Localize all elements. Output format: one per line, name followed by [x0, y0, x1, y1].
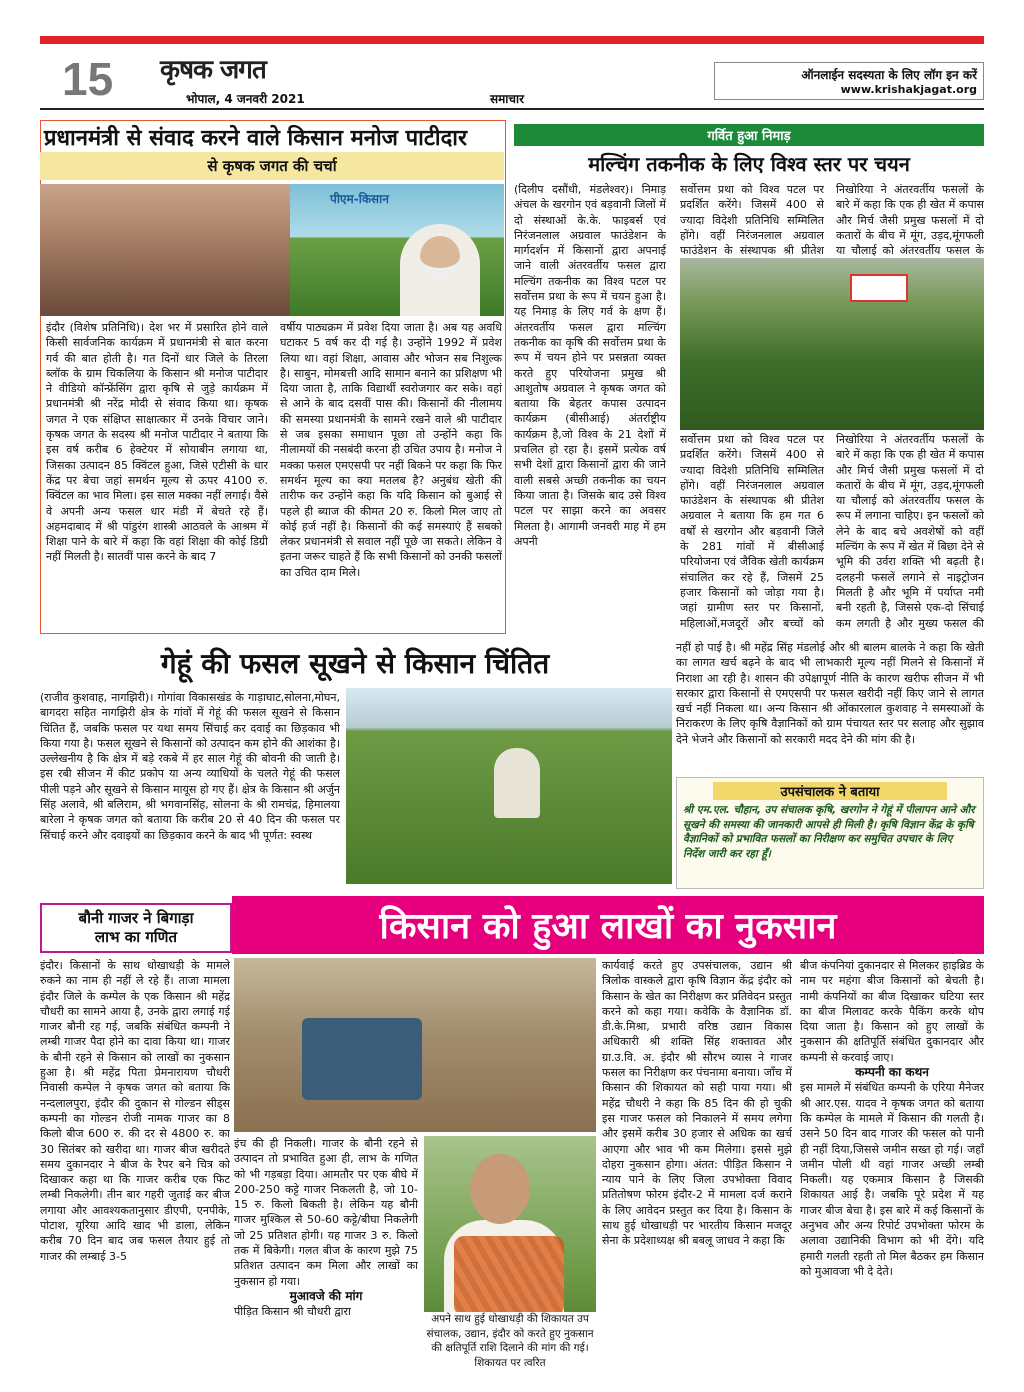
story4-headline: किसान को हुआ लाखों का नुकसान: [232, 896, 984, 954]
story2-band: गर्वित हुआ निमाड़: [514, 124, 984, 146]
kicker-line1: बौनी गाजर ने बिगाड़ा: [78, 909, 194, 927]
screen-banner-text: पीएम-किसान: [330, 192, 389, 206]
story4-photo-caption: अपने साथ हुई धोखाधड़ी की शिकायत उप संचालक, उद्यान, इंदौर को करते हुए नुकसान की क्षतिपूर्ति राशि दिलाने की मांग की गई। शिकायत पर त्वरित: [424, 1312, 596, 1380]
compensation-subhead: मुआवजे की मांग: [289, 1288, 363, 1303]
box-body: श्री एम.एल. चौहान, उप संचालक कृषि, खरगोन ने गेहूं में पीलापन आने और सूखने की समस्या की जानकारी आपसे ही मिली है। कृषि विज्ञान केंद्र के कृषि वैज्ञानिकों को प्रभावित फसलों का निरीक्षण कर समुचित उपचार के लिए निर्देश जारी कर रहा हूँ।: [683, 804, 975, 860]
online-subscription-box[interactable]: [714, 62, 984, 100]
logo-text: कृषक जगत: [160, 55, 266, 85]
story3-col1: (राजीव कुशवाह, नागझिरी)। गोगांवा विकासखंड के गाड़ाघाट,सोलना,मोघन, बागदरा सहित नागझिरी क्षेत्र के गांवों में गेहूं की फसल सूखने से किसान चिंतित हैं, जबकि फसल पर यथा समय सिंचाई कर दवाई का छिड़काव भी किया गया है। फसल सूखने से किसानों को उत्पादन कम होने की आशंका है। उल्लेखनीय है कि क्षेत्र में बड़े रकबे में हर साल गेहूं की बोवनी की जाती है। इस रबी सीजन में कीट प्रकोप या अन्य व्याधियों के चलते गेहूं की फसल पीली पड़ने और सूखने से किसान मायूस हो गए हैं। क्षेत्र के किसान श्री अर्जुन सिंह अलावे, श्री बलिराम, श्री भगवानसिंह, सोलना के श्री रामचंद्र, हिमालया बारेला ने कृषक जगत को बताया कि करीब 20 से 40 दिन की फसल पर सिंचाई करने और दवाइयों का छिड़काव करने के बाद भी पूर्णत: स्वस्थ: [40, 691, 340, 842]
box-title: उपसंचालक ने बताया: [713, 782, 947, 800]
story2-col3b: [836, 432, 984, 630]
story4-col4-block: [800, 958, 984, 1378]
company-subhead: कम्पनी का कथन: [855, 1065, 929, 1080]
story1-subhead: से कृषक जगत की चर्चा: [40, 152, 504, 180]
story2-field-photo: [680, 258, 984, 430]
website-link[interactable]: www.krishakjagat.org: [840, 83, 977, 96]
story3-headline: गेहूं की फसल सूखने से किसान चिंतित: [160, 647, 550, 680]
story4-col2: इंच की ही निकली। गाजर के बौनी रहने से उत्पादन तो प्रभावित हुआ ही, लाभ के गणित को भी गड़बड़ा दिया। आमतौर पर एक बीघे में 200-250 कट्टे गाजर निकलती है, जो 10-15 रु. किलो बिकती है। लेकिन यह बौनी गाजर मुश्किल से 50-60 कट्टे/बीघा निकलेगी जो 25 प्रतिशत होगी। यह गाजर 3 रु. किलो तक में बिकेगी। गलत बीज के कारण मुझे 75 प्रतिशत उत्पादन कम मिला और लाखों का नुकसान हो गया।: [234, 1137, 418, 1288]
story1-photo: [40, 184, 504, 316]
farmer-figure: [494, 748, 540, 818]
story1-headline: प्रधानमंत्री से संवाद करने वाले किसान मनोज पाटीदार: [44, 125, 467, 151]
top-red-rule: [40, 36, 984, 44]
story3-wheat-photo: [346, 688, 672, 884]
story4-kicker: [40, 903, 232, 953]
pm-face: [420, 236, 460, 278]
story2-col1: (दिलीप दसौंधी, मंडलेश्वर)। निमाड़ अंचल के खरगोन एवं बड़वानी जिलों में दो संस्थाओं के.के. फाइबर्स एवं निरंजनलाल अग्रवाल फाउंडेशन के मार्गदर्शन में किसानों द्वारा अपनाई जाने वाली अंतरवर्तीय फसल द्वारा मल्चिंग तकनीक का विश्व पटल पर सर्वोत्तम प्रथा के रूप में चयन हुआ है। यह निमाड़ के लिए गर्व के क्षण हैं। अंतरवर्तीय फसल द्वारा मल्चिंग तकनीक का कृषि की सर्वोत्तम प्रथा के रूप में चयन होने पर प्रसन्नता व्यक्त करते हुए परियोजना प्रमुख श्री आशुतोष अग्रवाल ने कृषक जगत को बताया कि बेहतर कपास उत्पादन कार्यक्रम (बीसीआई) अंतर्राष्ट्रीय कार्यक्रम है,जो विश्व के 21 देशों में प्रचलित हो रहा है। इसमें प्रत्येक वर्ष सभी देशों द्वारा किसानों द्वारा की जाने वाली सबसे अच्छी तकनीक का चयन किया जाता है। जिसके बाद उसे विश्व पटल पर साझा करने का अवसर मिलता है। आगामी जनवरी माह में हम अपनी: [514, 183, 666, 548]
story1-col2: वर्षीय पाठ्यक्रम में प्रवेश दिया जाता है। अब यह अवधि घटाकर 5 वर्ष कर दी गई है। उन्होंने 1992 में प्रवेश लिया था। वहां शिक्षा, आवास और भोजन सब निशुल्क है। साबुन, मोमबत्ती आदि सामान बनाने का प्रशिक्षण भी दिया जाता है, ताकि विद्यार्थी स्वरोजगार कर सके। वहां से आने के बाद दसवीं पास की। किसानों की नीलामय की समस्या प्रधानमंत्री के सामने रखने वाले श्री पाटीदार से जब इसका समाधान पूछा तो उन्होंने कहा कि नीलामयों की नसबंदी करना ही उचित उपाय है। मनोज ने मक्का फसल एमएसपी पर नहीं बिकने पर कहा कि फिर समर्थन मूल्य का क्या मतलब है? अनुबंध खेती की तारीफ कर उन्होंने कहा कि यदि किसान को बुआई से पहले ही ब्याज की कीमत 20 रु. किलो मिल जाए तो कोई हर्ज नहीं है। किसानों की कई समस्याएं हैं सबको लेकर प्रधानमंत्री से सवाल नहीं पूछे जा सकते। लेकिन वे इतना जरूर चाहते हैं कि सभी किसानों को उनकी फसलों का उचित दाम मिले।: [280, 321, 502, 579]
story1-col1: इंदौर (विशेष प्रतिनिधि)। देश भर में प्रसारित होने वाले किसी सार्वजनिक कार्यक्रम में प्रधानमंत्री से बात करना गर्व की बात होती है। गत दिनों धार जिले के तिरला ब्लॉक के ग्राम चिकलिया के किसान श्री मनोज पाटीदार ने वीडियो कॉन्फ्रेंसिंग द्वारा कृषि से जुड़े कार्यक्रम में प्रधानमंत्री श्री नरेंद्र मोदी से संवाद किया था। कृषक जगत ने एक संक्षिप्त साक्षात्कार में उनके विचार जाने। कृषक जगत के सदस्य श्री मनोज पाटीदार ने बताया कि इस वर्ष करीब 6 हेक्टेयर में सोयाबीन लगाया था, जिसका उत्पादन 85 क्विंटल हुआ, जिसे एटीसी के धार केंद्र पर बेचा जहां समर्थन मूल्य से ऊपर 4100 रु. क्विंटल का भाव मिला। इस साल मक्का नहीं लगाई। वैसे वे अपनी अन्य फसल धार मंडी में बेचते रहे हैं। अहमदाबाद में श्री पांडुरंग शास्त्री आठवले के आश्रम में शिक्षा पाने के बारे में कहा कि वहां शिक्षा की कोई डिग्री नहीं मिलती है। सातवीं पास करने के बाद 7: [46, 321, 268, 564]
story2-col2b: [680, 432, 824, 630]
story4-col4: बीज कंपनियां दुकानदार से मिलकर हाइब्रिड के नाम पर महंगा बीज किसानों को बेचती है। नामी कंपनियों का बीज दिखाकर घटिया स्तर का बीज मिलावट करके पैकिंग करके थोप दिया जाता है। किसान को हुए लाखों के नुकसान की क्षतिपूर्ति संबंधित दुकानदार और कम्पनी से करवाई जाए।: [800, 959, 984, 1064]
carrot-bunch: [454, 1236, 564, 1316]
story2-col2: सर्वोत्तम प्रथा को विश्व पटल पर प्रदर्शित करेंगे। जिसमें 400 से ज्यादा विदेशी प्रतिनिधि सम्मिलित होंगे। वहीं निरंजनलाल अग्रवाल फाउंडेशन के संस्थापक श्री प्रीतेश: [680, 183, 824, 258]
story2-col2-cont: सर्वोत्तम प्रथा को विश्व पटल पर प्रदर्शित करेंगे। जिसमें 400 से ज्यादा विदेशी प्रतिनिधि सम्मिलित होंगे। वहीं निरंजनलाल अग्रवाल फाउंडेशन के संस्थापक श्री प्रीतेश अग्रवाल ने बताया कि हम गत 6 वर्षों से खरगोन और बड़वानी जिले के 281 गांवों में बीसीआई परियोजना एवं जैविक खेती कार्यक्रम संचालित कर रहे हैं, जिसमें 25 हजार किसानों को जोड़ा गया है। जहां ग्रामीण स्तर पर किसानों, महिलाओं,मजदूरों और बच्चों को: [680, 433, 824, 630]
meeting-hall-image: [40, 184, 290, 316]
masthead-logo[interactable]: [160, 50, 266, 86]
header-rule: [40, 108, 984, 110]
deputy-director-box: [676, 777, 984, 889]
online-line1: ऑनलाईन सदस्यता के लिए लॉग इन करें: [801, 68, 977, 82]
story4-jeep-photo: [234, 958, 596, 1132]
field-banner: [850, 274, 908, 302]
story4-col1: इंदौर। किसानों के साथ धोखाधड़ी के मामले रुकने का नाम ही नहीं ले रहे हैं। ताजा मामला इंदौर जिले के कम्पेल के एक किसान श्री महेंद्र चौधरी का सामने आया है, उनके द्वारा लगाई गई गाजर बौनी रह गई, जबकि संबंधित कम्पनी ने लम्बी गाजर पैदा होने का दावा किया था। गाजर के बौनी रहने से किसान को लाखों का नुकसान हुआ है। श्री महेंद्र पिता प्रेमनारायण चौधरी निवासी कम्पेल ने कृषक जगत को बताया कि नन्दलालपुरा, इंदौर की दुकान से गोल्डन सीड्स कम्पनी का गोल्डन रोजी नामक गाजर का 8 किलो बीज 600 रु. की दर से 4800 रु. का 30 सितंबर को खरीदा था। गाजर बीज खरीदते समय दुकानदार ने बीज के रैपर बने चित्र को दिखाकर कहा था कि गाजर करीब एक फिट लम्बी निकलेगी। तीन बार गहरी जुताई कर बीज लगाया और आवश्यकतानुसार डीएपी, एनपीके, पोटाश, यूरिया आदि खाद भी डाला, लेकिन करीब 70 दिन बाद जब फसल तैयार हुई तो गाजर की लम्बाई 3-5: [40, 959, 230, 1263]
farmer-head: [470, 1154, 530, 1224]
story4-col2-block: [234, 1136, 418, 1378]
section-name: समाचार: [490, 92, 525, 106]
story2-headline: मल्चिंग तकनीक के लिए विश्व स्तर पर चयन: [588, 152, 910, 176]
story4-col3: कार्यवाई करते हुए उपसंचालक, उद्यान श्री त्रिलोक वास्कले द्वारा कृषि विज्ञान केंद्र इंदौर को किसान के खेत का निरीक्षण कर प्रतिवेदन प्रस्तुत करने को कहा गया। कवेकि के वैज्ञानिक डॉ. डी.के.मिश्रा, प्रभारी वरिष्ठ उद्यान विकास अधिकारी श्री शक्ति सिंह शक्तावत और ग्रा.उ.वि. अ. इंदौर श्री सौरभ व्यास ने गाजर फसल का निरीक्षण कर पंचनामा बनाया। जाँच में किसान की शिकायत को सही पाया गया। श्री महेंद्र चौधरी ने कहा कि 85 दिन की हो चुकी इस गाजर फसल को निकालने में समय लगेगा और इसमें करीब 30 हजार से अधिक का खर्च आएगा और भाव भी कम मिलेगा। इससे मुझे दोहरा नुकसान होगा। अंतत: पीड़ित किसान ने न्याय पाने के लिए जिला उपभोक्ता विवाद प्रतितोषण फोरम इंदौर-2 में मामला दर्ज कराने के लिए आवेदन प्रस्तुत कर दिया है। किसान के साथ हुई धोखाधड़ी पर भारतीय किसान मजदूर सेना के प्रदेशाध्यक्ष श्री बबलू जाधव ने कहा कि: [602, 959, 792, 1248]
dateline: भोपाल, 4 जनवरी 2021: [186, 92, 305, 106]
jeep-image: [302, 1018, 422, 1100]
story3-col2: नहीं हो पाई है। श्री महेंद्र सिंह मंडलोई और श्री बालम बालके ने कहा कि खेती का लागत खर्च बढ़ने के बाद भी लाभकारी मूल्य नहीं मिलने से किसानों में निराशा आ रही है। शासन की उपेक्षापूर्ण नीति के कारण खरीफ सीजन में भी सरकार द्वारा किसानों से एमएसपी पर फसल खरीदी नहीं किए जाने से लागत खर्च नहीं निकला था। अन्य किसान श्री ओंकारलाल कुशवाह ने समस्याओं के निराकरण के लिए कृषि वैज्ञानिकों को ग्राम पंचायत स्तर पर सलाह और सुझाव देने भेजने और किसानों को सरकारी मदद देने की मांग की है।: [676, 641, 984, 746]
story4-col2-end: पीड़ित किसान श्री चौधरी द्वारा: [234, 1305, 351, 1319]
page-number: 15: [62, 53, 114, 105]
kicker-line2: लाभ का गणित: [94, 928, 178, 946]
story2-col3-cont: निखोरिया ने अंतरवर्तीय फसलों के बारे में कहा कि एक ही खेत में कपास और मिर्च जैसी प्रमुख फसलों में दो कतारों के बीच में मूंग, उड़द,मूंगफली या चौलाई को अंतरवर्तीय फसल के रूप में लगाना चाहिए। इन फसलों को लेने के बाद बचे अवशेषों को वहीं मल्चिंग के रूप में खेत में बिछा देने से भूमि की उर्वरा शक्ति भी बढ़ती है। दलहनी फसलें लगाने से नाइट्रोजन मिलती है और भूमि में पर्याप्त नमी बनी रहती है, जिससे एक-दो सिंचाई कम लगती है और मुख्य फसल की: [836, 433, 984, 630]
story4-col4-b: इस मामले में संबंधित कम्पनी के एरिया मैनेजर श्री आर.एस. यादव ने कृषक जगत को बताया कि कम्पेल के मामले में किसान की गलती है। उसने 50 दिन बाद गाजर की फसल को पानी ही नहीं दिया,जिससे जमीन सख्त हो गई। जहाँ जमीन पोली थी वहां गाजर अच्छी लम्बी निकली। यह एकमात्र किसान है जिसकी शिकायत आई है। जबकि पूरे प्रदेश में यह गाजर बीज बेचा है। इस बारे में कई किसानों के अनुभव और अन्य रिपोर्ट उपभोक्ता फोरम के अलावा उद्यानिकी विभाग को भी देंगे। यदि हमारी गलती रहती तो मिल बैठकर हम किसान को मुआवजा भी दे देते।: [800, 1081, 984, 1278]
story2-col3: निखोरिया ने अंतरवर्तीय फसलों के बारे में कहा कि एक ही खेत में कपास और मिर्च जैसी प्रमुख फसलों में दो कतारों के बीच में मूंग, उड़द,मूंगफली या चौलाई को अंतरवर्तीय फसल के: [836, 183, 984, 258]
